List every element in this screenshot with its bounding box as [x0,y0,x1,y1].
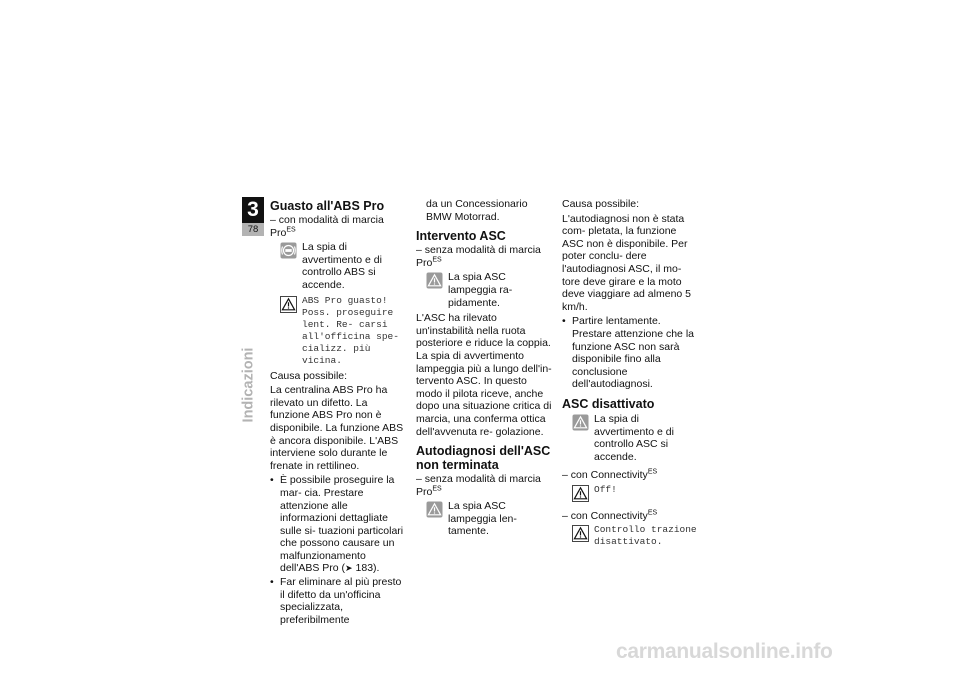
abs-lamp-icon [280,242,297,259]
condition-without-riding-mode-pro [416,244,553,269]
possible-cause-label: Causa possibile: [270,369,348,382]
asc-off-display-block [562,484,699,502]
asc-off-display-message: Off! [594,483,617,495]
possible-cause-label: Causa possibile: [562,198,640,210]
watermark-text: carmanualsonline.info [616,640,833,663]
condition-superscript: ES [647,468,658,476]
condition-superscript: ES [647,509,658,517]
column-3 [562,197,699,551]
abs-fault-description: La centralina ABS Pro ha rilevato un difetto. La funzione ABS Pro non è disponibile. La funzione ABS è ancora disponibile. L'ABS interviene solo durante le frenate in rettilineo. [270,384,404,472]
asc-lamp-slow-block [416,500,553,538]
condition-text: con Connectivity [570,469,648,482]
condition-connectivity [562,510,699,523]
list-item: • Far eliminare al più presto il difetto da un'officina specializzata, preferibilmente [270,576,407,626]
chapter-label-text: Indicazioni [240,347,257,423]
list-item: • È possibile proseguire la mar- cia. Prestare attenzione alle informazioni dettagliate sulle si- tuazioni particolari che possono causare un malfunzionamento dell'ABS Pro (➤ 183). [270,474,407,575]
abs-lamp-text: La spia di avvertimento e di controllo ABS si accende. [302,241,382,291]
condition-text: con modalità di marcia Pro [270,214,384,239]
chapter-label [240,340,258,430]
traction-display-block [562,524,699,548]
abs-display-message: ABS Pro guasto! Poss. proseguire lent. Re- carsi all'officina spe- cializz. più vicina. [302,294,399,366]
abs-fault-actions [270,474,407,626]
continued-text: da un Concessionario BMW Motorrad. [426,198,528,223]
asc-lamp-slow-text: La spia ASC lampeggia len- tamente. [448,500,517,538]
condition-riding-mode-pro [270,214,407,239]
asc-lamp-fast-block [416,271,553,309]
heading-abs-pro-fault: Guasto all'ABS Pro [270,199,385,213]
condition-connectivity [562,469,699,482]
list-item-text: È possibile proseguire la mar- cia. Prestare attenzione alle informazioni dettagliate sulle si- tuazioni particolari che possono causare un malfunzionamento dell'ABS Pro [280,474,404,575]
column-1 [270,197,407,628]
list-item: • Partire lentamente. Prestare attenzione che la funzione ASC non sarà disponibile fino alla conclusione dell'autodiagnosi. [562,315,699,391]
page-reference[interactable]: 183). [355,562,380,575]
condition-text: senza modalità di marcia Pro [416,473,541,498]
warning-triangle-icon [572,485,589,502]
asc-lamp-icon [426,501,443,518]
heading-asc-deactivated: ASC disattivato [562,396,655,411]
asc-diagnosis-actions [562,315,699,391]
asc-lamp-icon [426,272,443,289]
condition-text: con Connectivity [570,509,648,522]
asc-intervention-description: L'ASC ha rilevato un'instabilità nella ruota posteriore e riduce la coppia. La spia di avvertimento lampeggia più a lungo dell'in- tervento ASC. In questo modo il pilota riceve, anche dopo una situazione critica di marcia, una conferma ottica dell'avvenuta re- golazione. [416,312,552,438]
abs-lamp-block [270,241,407,291]
heading-asc-self-diagnosis: Autodiagnosi dell'ASC non terminata [416,444,551,473]
abs-display-block [270,295,407,367]
warning-triangle-icon [280,296,297,313]
condition-superscript: ES [432,256,442,264]
page-reference-arrow-icon: ➤ [345,563,353,574]
asc-lamp-fast-text: La spia ASC lampeggia ra- pidamente. [448,271,513,309]
heading-asc-intervention: Intervento ASC [416,229,506,244]
asc-diagnosis-description: L'autodiagnosi non è stata com- pletata, la funzione ASC non è disponibile. Per poter conclu- dere l'autodiagnosi ASC, il mo- tore deve girare e la moto deve viaggiare ad almeno 5 km/h. [562,212,692,313]
warning-triangle-icon [572,525,589,542]
condition-without-riding-mode-pro [416,473,553,498]
page-number: 78 [242,223,264,236]
condition-superscript: ES [432,485,442,493]
asc-lamp-on-text: La spia di avvertimento e di controllo ASC si accende. [594,412,674,463]
asc-lamp-on-block [562,413,699,463]
condition-superscript: ES [286,226,296,234]
column-2 [416,197,553,541]
asc-lamp-icon [572,414,589,431]
chapter-number: 3 [242,197,264,223]
condition-text: senza modalità di marcia Pro [416,244,541,269]
traction-display-message: Controllo trazione disattivato. [594,524,697,548]
